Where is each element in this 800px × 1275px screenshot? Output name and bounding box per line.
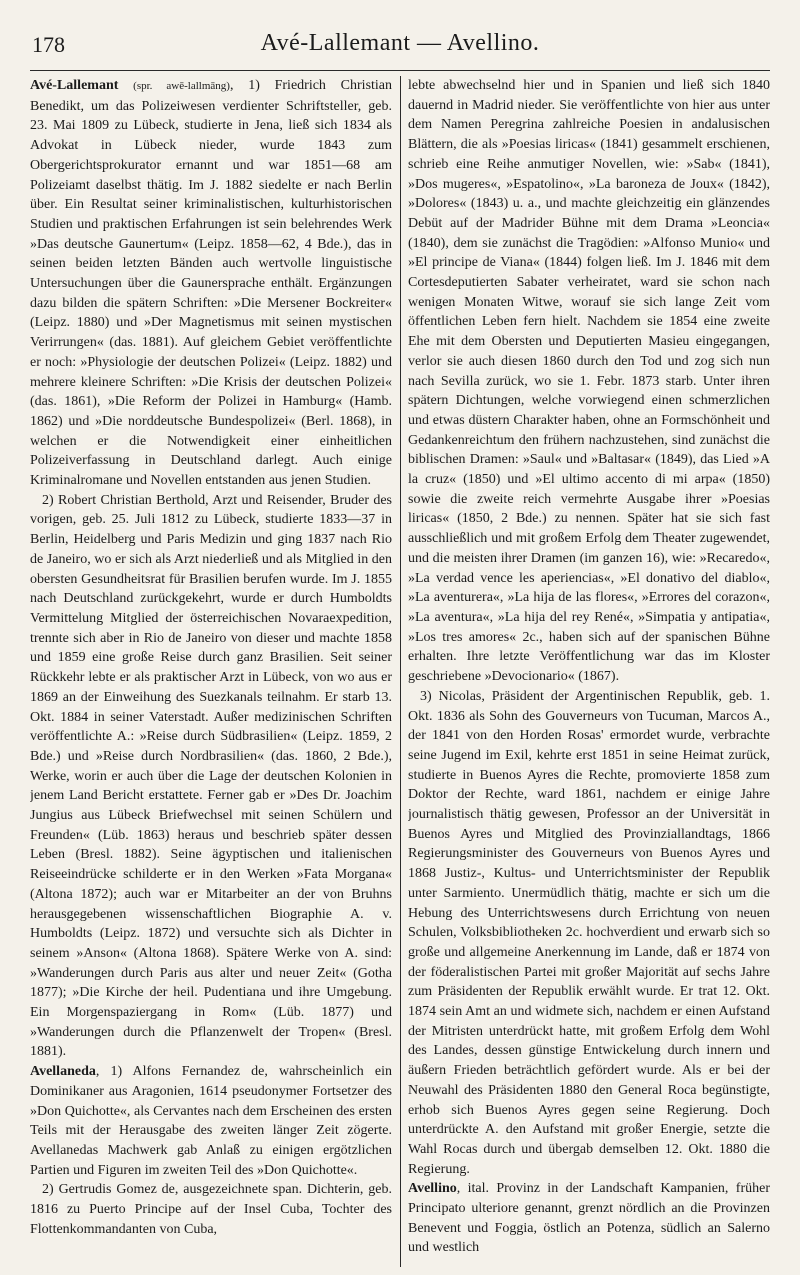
right-column (408, 76, 770, 1267)
pronunciation: (spr. awē-lallmāng) (133, 80, 230, 92)
running-title: Avé-Lallemant — Avellino. (260, 30, 540, 56)
entry-lemma: Avellaneda (30, 1064, 96, 1080)
entry-text: , 1) Alfons Fernandez de, wahrscheinlich ein Dominikaner aus Aragonien, 1614 pseudonymer Fortsetzer des »Don Quichotte«, als Cervantes nach dem Erscheinen des ersten Teils mit der Herausgabe des zweiten länger Zeit zögerte. Avellanedas Machwerk gab Anlaß zu einigen ergötzlichen Partien und Figuren im zweiten Teil des »Don Quichotte«. (30, 1064, 392, 1178)
entry-lemma: Avé-Lallemant (30, 78, 119, 93)
entry-text: , ital. Provinz in der Landschaft Kampanien, früher Principato ulteriore genannt, grenzt nördlich an die Provinzen Benevent und Foggia, östlich an Potenza, südlich an Salerno und westlich (408, 1181, 770, 1256)
entry-lemma: Avellino (408, 1181, 457, 1197)
entry-ave-lallemant (30, 76, 392, 491)
entry-avellino (408, 1179, 770, 1258)
subentry-gertrudis: 2) Gertrudis Gomez de, ausgezeichnete span. Dichterin, geb. 1816 zu Puerto Principe auf der Insel Cuba, Tochter des Flottenkommandanten von Cuba, (30, 1182, 392, 1237)
page-header (30, 20, 770, 71)
entry-text: , 1) Friedrich Christian Benedikt, um das Polizeiwesen verdienter Schriftsteller, geb. 23. Mai 1809 zu Lübeck, studierte in Jena, ließ sich 1834 als Advokat in Lübeck nieder, wurde 1843 zum Obergerichtsprokurator ernannt und war 1851—68 am Polizeiamt daselbst thätig. Im J. 1882 siedelte er nach Berlin über. Ein Resultat seiner kriminalistischen, kulturhistorischen Studien und praktischen Erfahrungen ist sein belehrendes Werk »Das deutsche Gaunertum« (Leipz. 1858—62, 4 Bde.), das in seinen beiden letzten Bänden auch wertvolle linguistische Untersuchungen über die Gaunersprache enthält. Ergänzungen dazu bilden die spätern Schriften: »Die Mersener Bockreiter« (Leipz. 1880) und »Der Magnetismus mit seinen mystischen Verirrungen« (das. 1881). Auf gleichem Gebiet veröffentlichte er noch: »Physiologie der deutschen Polizei« (Leipz. 1882) und mehrere kleinere Schriften: »Die Krisis der deutschen Polizei« (das. 1861), »Die Reform der Polizei in Hamburg« (Hamb. 1862) und »Die norddeutsche Bundespolizei« (Berl. 1868), in welchen er die Notwendigkeit einer einheitlichen Polizeiverfassung in Deutschland darlegt. Auch einige Kriminalromane und Novellen entstanden aus jenen Studien. (30, 78, 392, 489)
column-divider (400, 76, 401, 1267)
entry-avellaneda (30, 1062, 392, 1180)
subentry-gertrudis-continued: lebte abwechselnd hier und in Spanien und ließ sich 1840 dauernd in Madrid nieder. Sie veröffentlichte von hier aus unter dem Namen Peregrina zahlreiche Poesien in andalusischen Blättern, die als »Poesias liricas« (1841) gesammelt erschienen, schrieb eine Reihe anmutiger Novellen, wie: »Sab« (1841), »Dos mugeres«, »Espatolino«, »La baroneza de Joux« (1842), »Dolores« (1843) u. a., und machte gleichzeitig ein glänzendes Debüt auf der Madrider Bühne mit dem Drama »Leoncia« (1840), dem sie zunächst die Tragödien: »Alfonso Munio« und »El principe de Viana« (1844) folgen ließ. Im J. 1846 mit dem Cortesdeputierten Sabater verheiratet, ward sie schon nach wenigen Monaten Witwe, worauf sie sich lange Zeit vom öffentlichen Leben fern hielt. Nachdem sie 1854 eine zweite Ehe mit dem Obersten und Deputierten Masieu eingegangen, verlor sie auch diesen 1860 durch den Tod und zog sich nun nach Sevilla zurück, wo sie 1. Febr. 1873 starb. Unter ihren spätern Dichtungen, welche vorwiegend einen schmerzlichen und etwas düstern Charakter haben, ohne an Formschönheit und Gedankenreichtum den frühern nachzustehen, sind zunächst die biblischen Dramen: »Saul« und »Baltasar« (1849), das Lied »A la cruz« (1850) und »El ultimo accento di mi arpa« (1850) sowie die zweite reich vermehrte Ausgabe ihrer »Poesias liricas« (1850, 2 Bde.) zu nennen. Später hat sie sich fast ausschließlich und mit großem Erfolg dem Theater zugewendet, und die meisten ihrer Dramen (im ganzen 16), wie: »Recaredo«, »La verdad vence les aperiencias«, »El donativo del diablo«, »La aventurera«, »La hija de las flores«, »Errores del corazon«, »La aventura«, »La hija del rey René«, »Simpatia y antipatia«, »Los tres amores« 2c., haben sich auf der spanischen Bühne erhalten. Ihre letzte Veröffentlichung war das im Kloster geschriebene »Devocionario« (1867). (408, 78, 770, 685)
left-column (30, 76, 392, 1267)
page-number: 178 (32, 32, 65, 57)
subentry-robert: 2) Robert Christian Berthold, Arzt und Reisender, Bruder des vorigen, geb. 25. Juli 1812 zu Lübeck, studierte 1833—37 in Berlin, Heidelberg und Paris Medizin und ging 1837 nach Rio de Janeiro, wo er sich als Arzt niederließ und als Mitglied in den obersten Gesundheitsrat für Brasilien berufen wurde. Im J. 1855 nach Deutschland zurückgekehrt, wurde er durch Humboldts Vermittelung Mitglied der österreichischen Novaraexpedition, trennte sich aber in Rio de Janeiro von dieser und machte 1858 und 1859 eine große Reise durch ganz Brasilien. Seit seiner Rückkehr lebte er als praktischer Arzt in Lübeck, von wo aus er 1869 an der Einweihung des Suezkanals teilnahm. Er starb 13. Okt. 1884 in seiner Vaterstadt. Außer medizinischen Schriften veröffentlichte A.: »Reise durch Südbrasilien« (Leipz. 1859, 2 Bde.) und »Reise durch Nordbrasilien« (das. 1860, 2 Bde.), Werke, worin er auch über die Lage der deutschen Kolonien in jenem Land Bericht erstattete. Ferner gab er »Des Dr. Joachim Jungius aus Lübeck Briefwechsel mit seinen Schülern und Freunden« (Lüb. 1863) heraus und beschrieb später dessen Leben (Bresl. 1882). Seine ägyptischen und italienischen Reiseeindrücke schilderte er in den Werken »Fata Morgana« (Altona 1872); auch war er Mitarbeiter an der von Bruhns herausgegebenen wissenschaftlichen Biographie A. v. Humboldts (Leipz. 1872) und versuchte sich als Dichter in seinem »Anson« (Altona 1868). Spätere Werke von A. sind: »Wanderungen durch Paris aus alter und neuer Zeit« (Gotha 1877); »Die Kirche der heil. Pudentiana und ihre Umgebung. Ein Morgenspaziergang in Rom« (Lüb. 1877) und »Wanderungen durch die Pflanzenwelt der Tropen« (Bresl. 1881). (30, 492, 392, 1060)
subentry-nicolas: 3) Nicolas, Präsident der Argentinischen Republik, geb. 1. Okt. 1836 als Sohn des Gouverneurs von Tucuman, Marcos A., der 1841 von den Horden Rosas' ermordet wurde, verbrachte seine Jugend im Exil, kehrte erst 1851 in seine Heimat zurück, studierte in Buenos Ayres die Rechte, promovierte 1858 zum Doktor der Rechte, ward 1861, nachdem er einige Jahre journalistisch thätig gewesen, Professor an der Universität in Buenos Ayres und Mitglied des Provinziallandtags, 1866 Regierungsminister des Gouverneurs von Buenos Ayres und 1868 Justiz-, Kultus- und Unterrichtsminister der Republik unter Sarmiento. Unermüdlich thätig, machte er sich um die Hebung des Unterrichtswesens durch Errichtung von neuen Schulen, Volksbibliotheken 2c. hochverdient und erwarb sich so große und allgemeine Anerkennung im Lande, daß er 1874 von der föderalistischen Partei mit großer Majorität auf sechs Jahre zum Präsidenten der Republik erwählt wurde. Er trat 12. Okt. 1874 sein Amt an und widmete sich, nachdem er einen Aufstand der Mitristen unterdrückt hatte, mit großem Erfolg dem Wohl des Landes, dessen günstige Entwickelung durch innern und äußern Frieden beträchtlich gefördert wurde. Als er bei der Neuwahl des Präsidenten 1880 den General Roca begünstigte, erhob sich Buenos Ayres gegen seine Regierung. Doch unterdrückte A. den Aufstand mit großer Energie, setzte die Wahl Rocas durch und übergab demselben 12. Okt. 1880 die Regierung. (408, 688, 770, 1177)
